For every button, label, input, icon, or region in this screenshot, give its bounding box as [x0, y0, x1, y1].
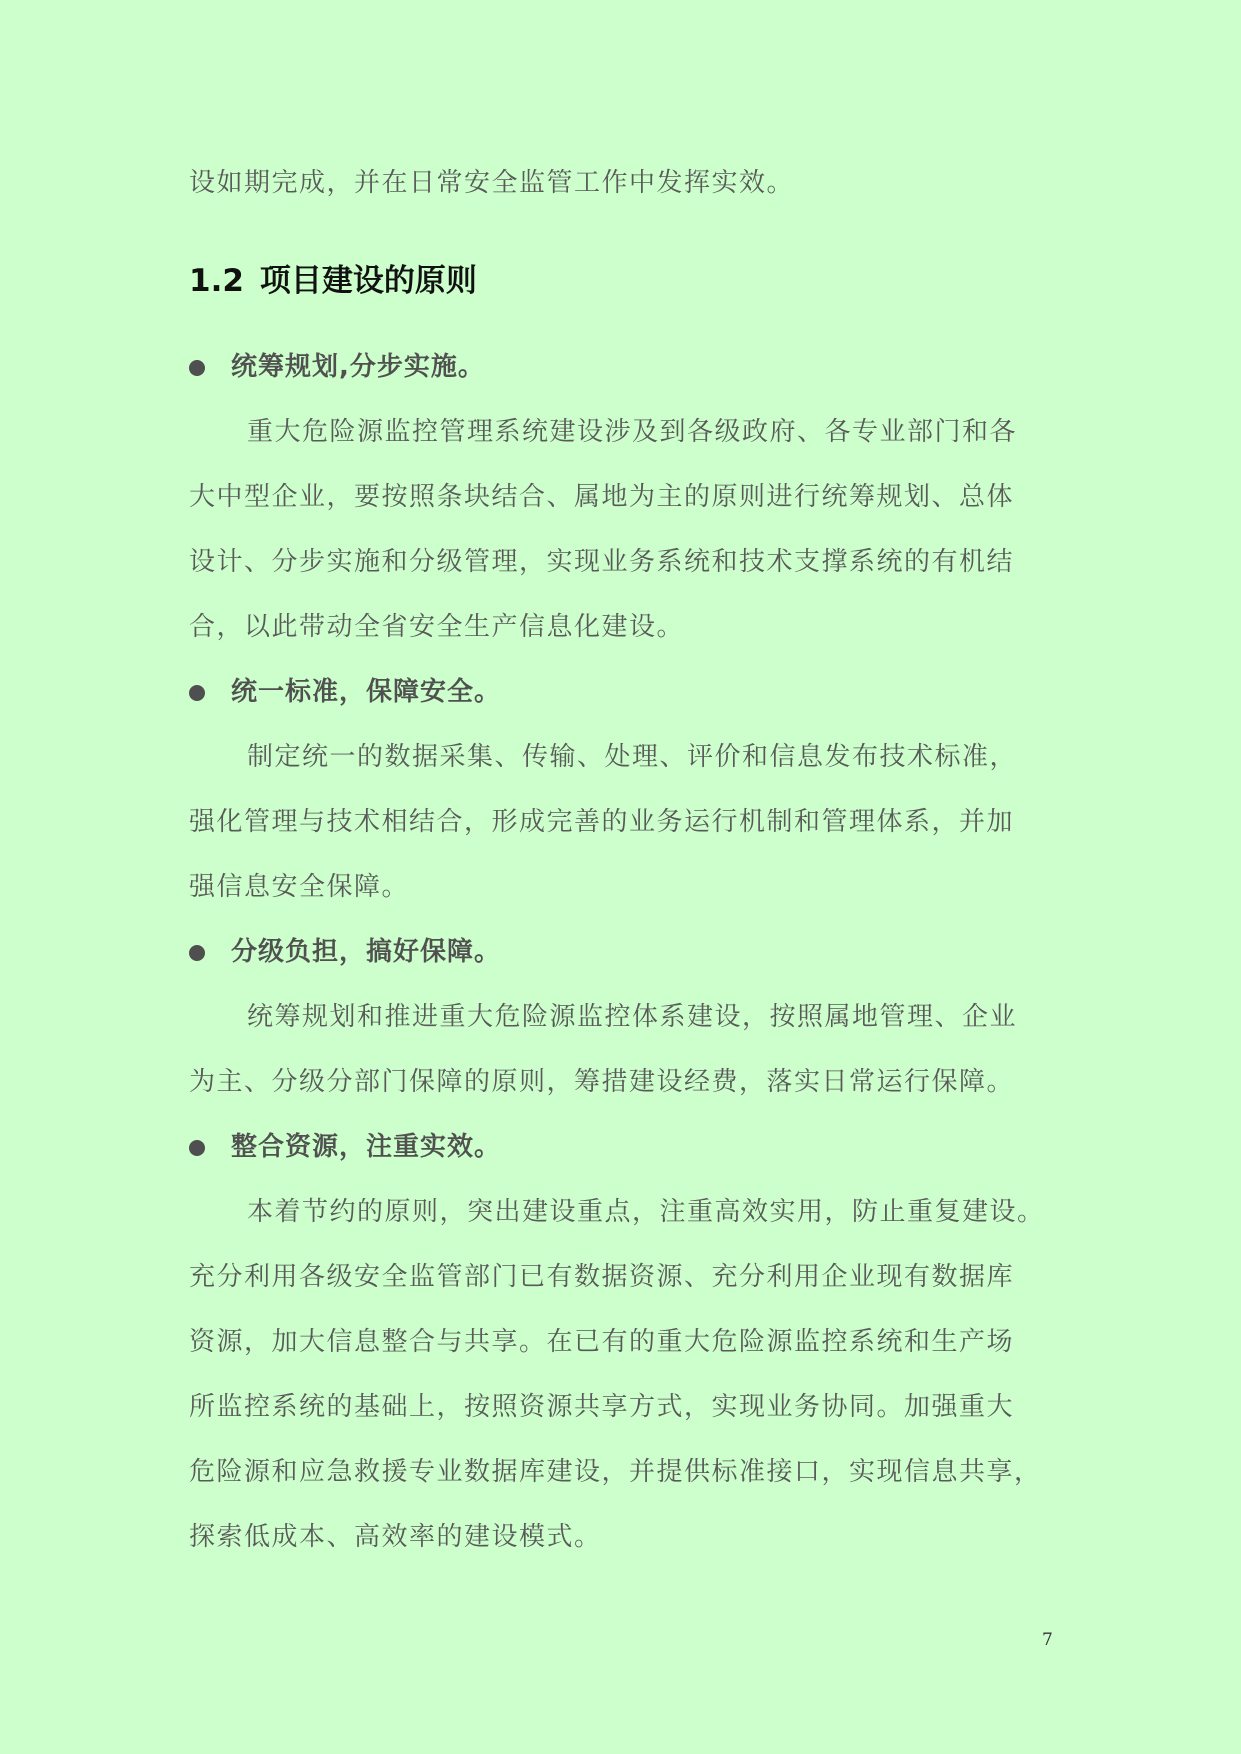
paragraph-line: 资源，加大信息整合与共享。在已有的重大危险源监控系统和生产场 — [189, 1327, 1015, 1357]
bullet-icon — [189, 685, 205, 701]
paragraph-line: 制定统一的数据采集、传输、处理、评价和信息发布技术标准， — [247, 742, 1018, 772]
principle-heading-text: 分级负担，搞好保障。 — [231, 937, 502, 967]
bullet-icon — [189, 1140, 205, 1156]
paragraph-line: 大中型企业，要按照条块结合、属地为主的原则进行统筹规划、总体 — [189, 482, 1015, 512]
paragraph-line: 强信息安全保障。 — [189, 872, 410, 902]
paragraph-line: 所监控系统的基础上，按照资源共享方式，实现业务协同。加强重大 — [189, 1392, 1015, 1422]
lead-line: 设如期完成，并在日常安全监管工作中发挥实效。 — [189, 168, 795, 198]
paragraph-line: 探索低成本、高效率的建设模式。 — [189, 1522, 602, 1552]
principle-heading-text: 统筹规划,分步实施。 — [231, 352, 485, 382]
section-number: 1.2 — [189, 263, 244, 299]
paragraph-line: 重大危险源监控管理系统建设涉及到各级政府、各专业部门和各 — [247, 417, 1018, 447]
bullet-icon — [189, 360, 205, 376]
section-title: 项目建设的原则 — [259, 263, 477, 299]
paragraph-line: 本着节约的原则，突出建设重点，注重高效实用，防止重复建设。 — [247, 1197, 1045, 1227]
paragraph-line: 合，以此带动全省安全生产信息化建设。 — [189, 612, 685, 642]
paragraph-line: 危险源和应急救援专业数据库建设，并提供标准接口，实现信息共享， — [189, 1457, 1042, 1487]
paragraph-line: 为主、分级分部门保障的原则，筹措建设经费，落实日常运行保障。 — [189, 1067, 1015, 1097]
section-heading — [189, 262, 477, 300]
paragraph-line: 强化管理与技术相结合，形成完善的业务运行机制和管理体系，并加 — [189, 807, 1015, 837]
principle-heading-text: 统一标准，保障安全。 — [231, 677, 502, 707]
principle-heading-text: 整合资源，注重实效。 — [231, 1132, 502, 1162]
bullet-icon — [189, 945, 205, 961]
paragraph-line: 设计、分步实施和分级管理，实现业务系统和技术支撑系统的有机结 — [189, 547, 1015, 577]
page-number: 7 — [1042, 1630, 1053, 1650]
paragraph-line: 充分利用各级安全监管部门已有数据资源、充分利用企业现有数据库 — [189, 1262, 1015, 1292]
paragraph-line: 统筹规划和推进重大危险源监控体系建设，按照属地管理、企业 — [247, 1002, 1018, 1032]
